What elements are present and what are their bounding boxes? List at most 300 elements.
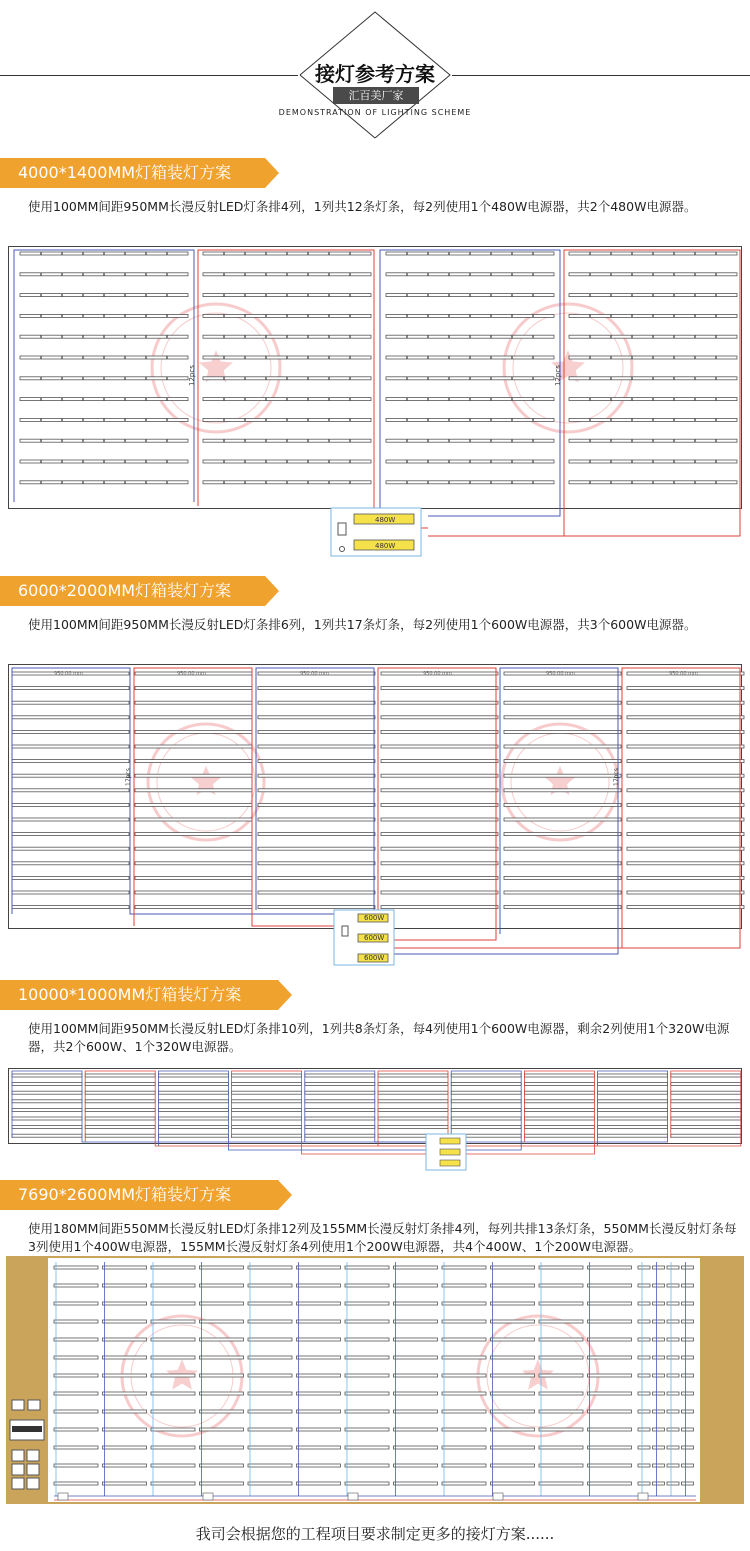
led-strip-155mm bbox=[638, 1320, 650, 1323]
led-strip bbox=[627, 745, 744, 748]
led-strip-155mm bbox=[682, 1284, 694, 1287]
led-strip-550mm bbox=[491, 1446, 535, 1449]
led-strip bbox=[135, 847, 252, 850]
psu-320w bbox=[440, 1160, 460, 1166]
led-strip-550mm bbox=[588, 1392, 632, 1395]
led-strip bbox=[258, 687, 375, 690]
led-strip bbox=[85, 1126, 155, 1129]
led-strip-155mm bbox=[653, 1428, 665, 1431]
led-strip-550mm bbox=[200, 1482, 244, 1485]
led-strip-155mm bbox=[667, 1338, 679, 1341]
led-strip-550mm bbox=[103, 1428, 147, 1431]
led-strip-550mm bbox=[54, 1266, 98, 1269]
led-strip bbox=[12, 1108, 82, 1111]
led-strip bbox=[135, 745, 252, 748]
breaker-icon bbox=[12, 1478, 24, 1489]
led-strip-550mm bbox=[200, 1464, 244, 1467]
led-strip-550mm bbox=[54, 1482, 98, 1485]
led-strip-550mm bbox=[394, 1482, 438, 1485]
led-strip bbox=[504, 730, 621, 733]
diagram-4 bbox=[6, 1256, 744, 1506]
led-strip bbox=[12, 774, 129, 777]
led-strip-155mm bbox=[682, 1374, 694, 1377]
led-strip bbox=[378, 1126, 448, 1129]
led-strip-155mm bbox=[682, 1320, 694, 1323]
led-strip bbox=[381, 891, 498, 894]
led-strip-550mm bbox=[297, 1338, 341, 1341]
led-strip bbox=[258, 818, 375, 821]
led-strip-550mm bbox=[200, 1284, 244, 1287]
led-strip bbox=[381, 906, 498, 909]
led-strip bbox=[12, 716, 129, 719]
breaker-icon bbox=[27, 1464, 39, 1475]
led-strip-550mm bbox=[539, 1410, 583, 1413]
led-strip bbox=[598, 1108, 668, 1111]
led-strip-550mm bbox=[394, 1266, 438, 1269]
strip-dimension-label: 950.00 mm bbox=[300, 671, 329, 677]
led-strip-550mm bbox=[394, 1338, 438, 1341]
led-strip-550mm bbox=[345, 1302, 389, 1305]
led-strip-155mm bbox=[682, 1446, 694, 1449]
led-strip-550mm bbox=[297, 1284, 341, 1287]
led-strip bbox=[504, 687, 621, 690]
led-strip-550mm bbox=[394, 1446, 438, 1449]
led-strip bbox=[12, 891, 129, 894]
section-1-title: 4000*1400MM灯箱装灯方案 bbox=[0, 158, 265, 188]
led-strip-550mm bbox=[539, 1320, 583, 1323]
led-strip-550mm bbox=[345, 1464, 389, 1467]
led-strip bbox=[135, 730, 252, 733]
led-strip bbox=[504, 803, 621, 806]
strip-dimension-label: 950.00 mm bbox=[177, 671, 206, 677]
led-strip bbox=[12, 833, 129, 836]
led-strip-155mm bbox=[682, 1464, 694, 1467]
led-strip-550mm bbox=[297, 1464, 341, 1467]
psu-marker bbox=[58, 1493, 68, 1500]
led-strip-550mm bbox=[200, 1266, 244, 1269]
led-strip bbox=[12, 789, 129, 792]
led-strip-155mm bbox=[682, 1338, 694, 1341]
led-strip bbox=[135, 701, 252, 704]
led-strip-550mm bbox=[491, 1428, 535, 1431]
led-strip-550mm bbox=[491, 1464, 535, 1467]
led-strip bbox=[305, 1126, 375, 1129]
led-strip-550mm bbox=[297, 1410, 341, 1413]
led-strip-550mm bbox=[345, 1338, 389, 1341]
led-strip bbox=[12, 876, 129, 879]
led-strip-550mm bbox=[345, 1446, 389, 1449]
led-strip bbox=[305, 1100, 375, 1103]
led-strip bbox=[627, 774, 744, 777]
led-strip-550mm bbox=[248, 1464, 292, 1467]
led-strip-550mm bbox=[442, 1284, 486, 1287]
led-strip-550mm bbox=[345, 1374, 389, 1377]
led-strip-550mm bbox=[345, 1320, 389, 1323]
led-strip bbox=[627, 716, 744, 719]
control-panel-display bbox=[12, 1426, 42, 1432]
led-strip bbox=[598, 1134, 668, 1137]
led-strip bbox=[504, 833, 621, 836]
led-strip-155mm bbox=[653, 1464, 665, 1467]
breaker-icon bbox=[27, 1478, 39, 1489]
led-strip-550mm bbox=[442, 1266, 486, 1269]
led-strip-550mm bbox=[491, 1320, 535, 1323]
led-strip bbox=[12, 862, 129, 865]
led-strip-550mm bbox=[491, 1302, 535, 1305]
led-strip bbox=[451, 1074, 521, 1077]
led-strip bbox=[135, 687, 252, 690]
led-strip-550mm bbox=[539, 1374, 583, 1377]
led-strip-550mm bbox=[54, 1446, 98, 1449]
strip-dimension-label: 950.00 mm bbox=[669, 671, 698, 677]
led-strip-550mm bbox=[491, 1284, 535, 1287]
led-strip-550mm bbox=[491, 1392, 535, 1395]
led-strip bbox=[135, 789, 252, 792]
led-strip bbox=[305, 1117, 375, 1120]
led-strip-155mm bbox=[682, 1302, 694, 1305]
led-strip bbox=[12, 687, 129, 690]
led-strip-550mm bbox=[588, 1464, 632, 1467]
led-strip bbox=[232, 1100, 302, 1103]
led-strip-550mm bbox=[103, 1302, 147, 1305]
psu-480w-1-label: 480W bbox=[375, 516, 396, 524]
led-strip bbox=[12, 1134, 82, 1137]
led-strip bbox=[524, 1117, 594, 1120]
led-strip-550mm bbox=[442, 1320, 486, 1323]
led-strip-155mm bbox=[667, 1374, 679, 1377]
led-strip-550mm bbox=[345, 1428, 389, 1431]
led-strip-550mm bbox=[103, 1446, 147, 1449]
led-strip-550mm bbox=[103, 1464, 147, 1467]
strip-count-label: 17pcs bbox=[125, 768, 132, 786]
led-strip bbox=[12, 1074, 82, 1077]
led-strip-550mm bbox=[151, 1356, 195, 1359]
led-strip-550mm bbox=[588, 1482, 632, 1485]
led-strip bbox=[232, 1117, 302, 1120]
led-strip-550mm bbox=[248, 1392, 292, 1395]
led-strip bbox=[232, 1074, 302, 1077]
led-strip bbox=[305, 1083, 375, 1086]
led-strip-550mm bbox=[297, 1428, 341, 1431]
led-strip-550mm bbox=[248, 1338, 292, 1341]
led-strip-550mm bbox=[442, 1482, 486, 1485]
psu-marker bbox=[493, 1493, 503, 1500]
led-strip-155mm bbox=[682, 1410, 694, 1413]
led-strip-550mm bbox=[394, 1464, 438, 1467]
led-strip-550mm bbox=[54, 1302, 98, 1305]
strip-count-label: 17pcs bbox=[613, 768, 620, 786]
breaker-icon bbox=[12, 1464, 24, 1475]
led-strip-155mm bbox=[682, 1266, 694, 1269]
led-strip bbox=[232, 1091, 302, 1094]
led-strip-550mm bbox=[103, 1410, 147, 1413]
led-strip-550mm bbox=[297, 1392, 341, 1395]
diagram-2 bbox=[8, 664, 743, 967]
led-strip bbox=[381, 818, 498, 821]
led-strip bbox=[85, 1083, 155, 1086]
led-strip-550mm bbox=[54, 1338, 98, 1341]
led-strip-550mm bbox=[394, 1356, 438, 1359]
strip-count-label: 12pcs bbox=[554, 365, 562, 386]
led-strip-550mm bbox=[54, 1410, 98, 1413]
led-strip-155mm bbox=[667, 1482, 679, 1485]
led-strip bbox=[627, 760, 744, 763]
led-strip-550mm bbox=[588, 1356, 632, 1359]
led-strip-550mm bbox=[297, 1446, 341, 1449]
led-strip-155mm bbox=[653, 1356, 665, 1359]
section-4-title: 7690*2600MM灯箱装灯方案 bbox=[0, 1180, 278, 1210]
led-strip bbox=[381, 774, 498, 777]
led-strip bbox=[378, 1083, 448, 1086]
psu-600w-2-label: 600W bbox=[364, 934, 385, 942]
led-strip-155mm bbox=[638, 1464, 650, 1467]
led-strip bbox=[135, 774, 252, 777]
led-strip-155mm bbox=[667, 1356, 679, 1359]
led-strip-550mm bbox=[394, 1302, 438, 1305]
led-strip-550mm bbox=[151, 1320, 195, 1323]
led-strip bbox=[598, 1117, 668, 1120]
led-strip-550mm bbox=[103, 1338, 147, 1341]
led-strip-155mm bbox=[667, 1302, 679, 1305]
led-strip-155mm bbox=[653, 1374, 665, 1377]
led-strip-550mm bbox=[588, 1374, 632, 1377]
led-strip bbox=[135, 803, 252, 806]
led-strip-155mm bbox=[667, 1410, 679, 1413]
led-strip-550mm bbox=[442, 1428, 486, 1431]
led-strip-550mm bbox=[200, 1302, 244, 1305]
led-strip bbox=[381, 789, 498, 792]
led-strip-550mm bbox=[442, 1302, 486, 1305]
led-strip bbox=[381, 687, 498, 690]
led-strip-155mm bbox=[667, 1428, 679, 1431]
strip-dimension-label: 950.00 mm bbox=[54, 671, 83, 677]
breaker-icon bbox=[12, 1450, 24, 1461]
led-strip bbox=[627, 789, 744, 792]
led-strip-550mm bbox=[248, 1284, 292, 1287]
led-strip bbox=[135, 833, 252, 836]
led-strip-550mm bbox=[442, 1374, 486, 1377]
led-strip bbox=[378, 1074, 448, 1077]
led-strip-550mm bbox=[345, 1482, 389, 1485]
led-strip-550mm bbox=[200, 1374, 244, 1377]
led-strip bbox=[12, 803, 129, 806]
led-strip-155mm bbox=[653, 1410, 665, 1413]
led-strip bbox=[524, 1126, 594, 1129]
led-strip-550mm bbox=[539, 1428, 583, 1431]
led-strip bbox=[135, 818, 252, 821]
led-strip-550mm bbox=[394, 1374, 438, 1377]
led-strip-155mm bbox=[682, 1482, 694, 1485]
led-strip-550mm bbox=[491, 1338, 535, 1341]
led-strip bbox=[627, 847, 744, 850]
led-strip bbox=[158, 1083, 228, 1086]
led-strip-550mm bbox=[345, 1356, 389, 1359]
led-strip bbox=[671, 1117, 741, 1120]
led-strip bbox=[258, 803, 375, 806]
led-strip-155mm bbox=[638, 1284, 650, 1287]
led-strip bbox=[12, 1083, 82, 1086]
section-3-description: 使用100MM间距950MM长漫反射LED灯条排10列，1列共8条灯条，每4列使用1个600W电源器，剩余2列使用1个320W电源器，共2个600W、1个320W电源器。 bbox=[28, 1021, 730, 1054]
psu-marker bbox=[203, 1493, 213, 1500]
led-strip-550mm bbox=[151, 1410, 195, 1413]
led-strip-550mm bbox=[539, 1392, 583, 1395]
led-strip-550mm bbox=[588, 1320, 632, 1323]
led-strip-155mm bbox=[638, 1428, 650, 1431]
led-strip-550mm bbox=[491, 1374, 535, 1377]
led-strip bbox=[158, 1074, 228, 1077]
led-strip-550mm bbox=[491, 1356, 535, 1359]
led-strip-550mm bbox=[200, 1446, 244, 1449]
led-strip-550mm bbox=[54, 1284, 98, 1287]
led-strip-550mm bbox=[151, 1338, 195, 1341]
led-strip-550mm bbox=[297, 1482, 341, 1485]
led-strip bbox=[524, 1074, 594, 1077]
switch-icon bbox=[12, 1400, 24, 1410]
led-strip bbox=[258, 730, 375, 733]
led-strip-550mm bbox=[588, 1428, 632, 1431]
psu-marker bbox=[638, 1493, 648, 1500]
led-strip-550mm bbox=[539, 1266, 583, 1269]
led-strip bbox=[12, 1091, 82, 1094]
led-strip-550mm bbox=[442, 1338, 486, 1341]
led-strip bbox=[258, 876, 375, 879]
led-strip-550mm bbox=[539, 1356, 583, 1359]
led-strip-550mm bbox=[248, 1374, 292, 1377]
led-strip bbox=[451, 1117, 521, 1120]
led-strip-550mm bbox=[151, 1428, 195, 1431]
led-strip-155mm bbox=[667, 1320, 679, 1323]
led-strip bbox=[135, 891, 252, 894]
led-strip-550mm bbox=[394, 1284, 438, 1287]
led-strip-155mm bbox=[638, 1374, 650, 1377]
led-strip bbox=[258, 745, 375, 748]
led-strip bbox=[504, 906, 621, 909]
led-strip bbox=[158, 1100, 228, 1103]
led-strip-550mm bbox=[103, 1320, 147, 1323]
led-strip-550mm bbox=[442, 1410, 486, 1413]
led-strip-155mm bbox=[653, 1302, 665, 1305]
led-strip-155mm bbox=[667, 1392, 679, 1395]
led-strip bbox=[381, 716, 498, 719]
led-strip bbox=[504, 716, 621, 719]
led-strip-550mm bbox=[297, 1302, 341, 1305]
led-strip bbox=[671, 1126, 741, 1129]
led-strip-550mm bbox=[248, 1410, 292, 1413]
led-strip bbox=[12, 1100, 82, 1103]
led-strip bbox=[504, 701, 621, 704]
led-strip-550mm bbox=[442, 1356, 486, 1359]
led-strip-550mm bbox=[588, 1284, 632, 1287]
diagram-1 bbox=[8, 246, 743, 559]
led-strip bbox=[671, 1091, 741, 1094]
led-strip-550mm bbox=[345, 1392, 389, 1395]
led-strip bbox=[12, 1117, 82, 1120]
led-strip bbox=[451, 1091, 521, 1094]
led-strip-550mm bbox=[345, 1266, 389, 1269]
led-strip bbox=[158, 1126, 228, 1129]
led-strip-550mm bbox=[442, 1464, 486, 1467]
led-strip bbox=[451, 1108, 521, 1111]
led-strip-550mm bbox=[297, 1374, 341, 1377]
led-strip bbox=[524, 1091, 594, 1094]
led-strip-550mm bbox=[200, 1428, 244, 1431]
led-strip-550mm bbox=[539, 1464, 583, 1467]
led-strip-550mm bbox=[103, 1392, 147, 1395]
brand-badge: 汇百美厂家 bbox=[333, 87, 419, 104]
psu-marker bbox=[348, 1493, 358, 1500]
led-strip-550mm bbox=[248, 1356, 292, 1359]
led-strip-550mm bbox=[151, 1374, 195, 1377]
led-strip-550mm bbox=[200, 1320, 244, 1323]
led-strip bbox=[504, 760, 621, 763]
led-strip bbox=[381, 876, 498, 879]
led-strip-155mm bbox=[667, 1284, 679, 1287]
led-strip bbox=[12, 760, 129, 763]
led-strip-550mm bbox=[442, 1392, 486, 1395]
led-strip-550mm bbox=[200, 1338, 244, 1341]
led-strip bbox=[504, 862, 621, 865]
psu-600w-1 bbox=[440, 1138, 460, 1144]
led-strip bbox=[627, 862, 744, 865]
led-strip-550mm bbox=[345, 1410, 389, 1413]
psu-600w-1-label: 600W bbox=[364, 914, 385, 922]
led-strip-550mm bbox=[588, 1302, 632, 1305]
led-strip bbox=[232, 1108, 302, 1111]
led-strip bbox=[627, 687, 744, 690]
led-strip bbox=[135, 862, 252, 865]
led-strip bbox=[451, 1100, 521, 1103]
led-strip bbox=[671, 1100, 741, 1103]
led-strip bbox=[451, 1083, 521, 1086]
breaker-icon bbox=[27, 1450, 39, 1461]
led-strip bbox=[671, 1134, 741, 1137]
led-strip-155mm bbox=[682, 1392, 694, 1395]
led-strip bbox=[381, 847, 498, 850]
led-strip-155mm bbox=[653, 1284, 665, 1287]
led-strip-550mm bbox=[103, 1356, 147, 1359]
section-4-description: 使用180MM间距550MM长漫反射LED灯条排12列及155MM长漫反射灯条排4列，每列共排13条灯条，550MM长漫反射灯条每3列使用1个400W电源器，155MM长漫反射灯条4列使用1个200W电源器，共4个400W、1个200W电源器。 bbox=[28, 1221, 737, 1254]
led-strip bbox=[671, 1074, 741, 1077]
led-strip bbox=[85, 1074, 155, 1077]
led-strip bbox=[135, 760, 252, 763]
led-strip-550mm bbox=[151, 1302, 195, 1305]
led-strip-550mm bbox=[491, 1410, 535, 1413]
led-strip bbox=[158, 1117, 228, 1120]
led-strip bbox=[627, 701, 744, 704]
led-strip-550mm bbox=[103, 1482, 147, 1485]
led-strip bbox=[85, 1134, 155, 1137]
strip-count-label: 12pcs bbox=[188, 365, 196, 386]
led-strip bbox=[381, 745, 498, 748]
led-strip bbox=[232, 1126, 302, 1129]
page-subtitle: DEMONSTRATION OF LIGHTING SCHEME bbox=[278, 108, 472, 117]
led-strip-550mm bbox=[345, 1284, 389, 1287]
led-strip-550mm bbox=[394, 1428, 438, 1431]
page-title: 接灯参考方案 bbox=[315, 62, 435, 86]
led-strip-550mm bbox=[588, 1446, 632, 1449]
led-strip bbox=[12, 818, 129, 821]
led-strip-155mm bbox=[638, 1482, 650, 1485]
diagram-3 bbox=[8, 1068, 743, 1172]
led-strip bbox=[135, 906, 252, 909]
led-strip bbox=[305, 1074, 375, 1077]
led-strip-550mm bbox=[539, 1338, 583, 1341]
section-2-title: 6000*2000MM灯箱装灯方案 bbox=[0, 576, 265, 606]
led-strip bbox=[598, 1074, 668, 1077]
section-1-description: 使用100MM间距950MM长漫反射LED灯条排4列，1列共12条灯条，每2列使用1个480W电源器，共2个480W电源器。 bbox=[28, 199, 697, 214]
led-strip bbox=[381, 862, 498, 865]
led-strip-550mm bbox=[200, 1410, 244, 1413]
